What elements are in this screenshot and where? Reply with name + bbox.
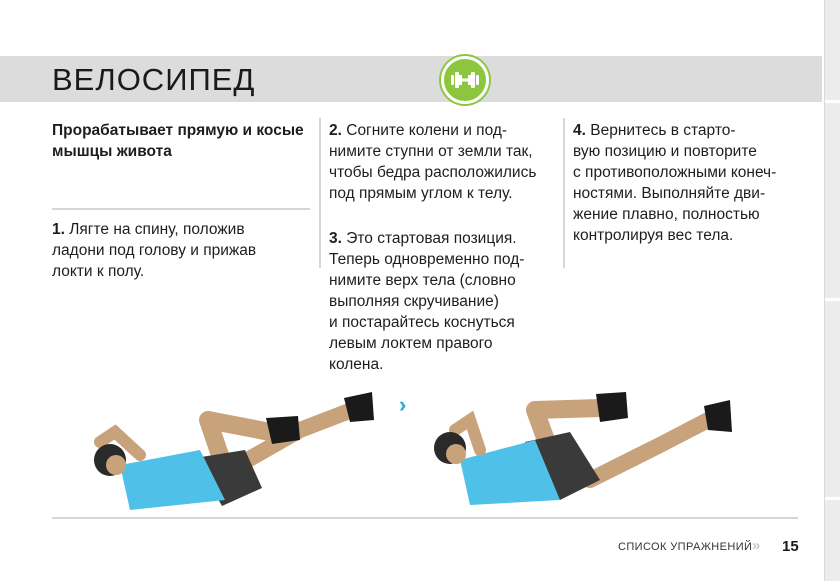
category-badge bbox=[441, 56, 489, 104]
leg bbox=[590, 418, 712, 480]
column-1 bbox=[52, 120, 312, 162]
step-number: 4. bbox=[573, 122, 586, 139]
step-text: вую позицию и повторите bbox=[573, 143, 757, 160]
step-text: ностями. Выполняйте дви- bbox=[573, 185, 766, 202]
shoe-icon bbox=[596, 392, 628, 422]
shoe-icon bbox=[704, 400, 732, 432]
step-text: Теперь одновременно под- bbox=[329, 251, 525, 268]
step-text: с противоположными конеч- bbox=[573, 164, 777, 181]
sequence-arrow-icon: › bbox=[399, 392, 407, 417]
step-text: колена. bbox=[329, 356, 384, 373]
step-text: Согните колени и под- bbox=[341, 122, 508, 139]
step-text: Лягте на спину, положив bbox=[64, 221, 245, 238]
column-divider bbox=[319, 118, 321, 268]
step-text: контролируя вес тела. bbox=[573, 227, 734, 244]
step-text: локти к полу. bbox=[52, 263, 145, 280]
footer-divider bbox=[52, 517, 798, 519]
step-text: Это стартовая позиция. bbox=[341, 230, 517, 247]
figure-crunch-position bbox=[434, 392, 732, 505]
footer-label: СПИСОК УПРАЖНЕНИЙ bbox=[618, 541, 753, 553]
step-4 bbox=[573, 120, 813, 246]
step-text: нимите ступни от земли так, bbox=[329, 143, 533, 160]
dumbbell-icon bbox=[444, 59, 486, 101]
subtitle-line: мышцы живота bbox=[52, 143, 172, 160]
column-divider bbox=[52, 208, 310, 210]
step-2 bbox=[329, 120, 569, 204]
step-number: 1. bbox=[52, 221, 65, 238]
muscle-subtitle bbox=[52, 120, 312, 162]
face bbox=[446, 444, 466, 464]
step-3 bbox=[329, 228, 569, 375]
figure-start-position bbox=[94, 392, 374, 510]
step-number: 3. bbox=[329, 230, 342, 247]
step-text: левым локтем правого bbox=[329, 335, 493, 352]
exercise-title: ВЕЛОСИПЕД bbox=[52, 62, 256, 97]
page-number: 15 bbox=[782, 538, 799, 555]
column-divider bbox=[563, 118, 565, 268]
step-text: чтобы бедра расположились bbox=[329, 164, 537, 181]
face bbox=[106, 455, 126, 475]
shoe-icon bbox=[266, 416, 300, 444]
step-text: нимите верх тела (словно bbox=[329, 272, 516, 289]
step-text: и постарайтесь коснуться bbox=[329, 314, 515, 331]
step-text: выполняя скручивание) bbox=[329, 293, 499, 310]
step-text: ладони под голову и прижав bbox=[52, 242, 257, 259]
step-text: жение плавно, полностью bbox=[573, 206, 760, 223]
page-edge bbox=[824, 0, 840, 581]
step-text: Вернитесь в старто- bbox=[585, 122, 736, 139]
step-text: под прямым углом к телу. bbox=[329, 185, 513, 202]
step-number: 2. bbox=[329, 122, 342, 139]
double-chevron-icon: » bbox=[752, 537, 758, 554]
subtitle-line: Прорабатывает прямую и косые bbox=[52, 122, 304, 139]
step-1 bbox=[52, 219, 312, 282]
